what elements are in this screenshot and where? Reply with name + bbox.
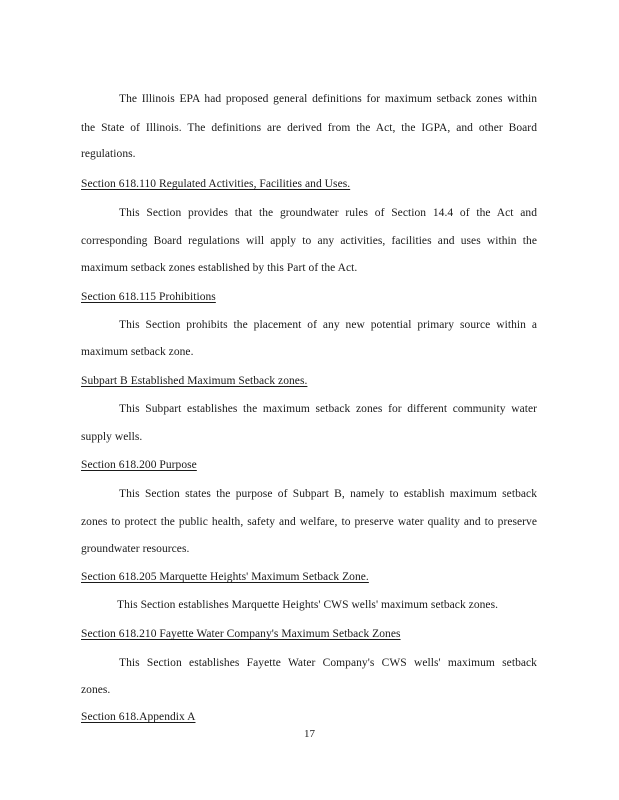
paragraph-line: The Illinois EPA had proposed general definitions for maximum setback zones within [119,93,537,105]
paragraph-line: maximum setback zone. [81,346,194,358]
section-heading-618-205: Section 618.205 Marquette Heights' Maximum Setback Zone. [81,571,369,583]
subpart-heading-b: Subpart B Established Maximum Setback zones. [81,375,308,387]
paragraph-line: zones to protect the public health, safety and welfare, to preserve water quality and to preserve [81,516,537,528]
paragraph-line: This Section provides that the groundwater rules of Section 14.4 of the Act and [119,207,537,219]
paragraph-line: This Subpart establishes the maximum setback zones for different community water [119,403,537,415]
paragraph-line: This Section states the purpose of Subpart B, namely to establish maximum setback [119,488,537,500]
paragraph-line: corresponding Board regulations will apply to any activities, facilities and uses within the [81,235,537,247]
paragraph-line: groundwater resources. [81,543,190,555]
section-heading-618-210: Section 618.210 Fayette Water Company's Maximum Setback Zones [81,628,401,640]
section-heading-618-110: Section 618.110 Regulated Activities, Facilities and Uses. [81,178,351,190]
paragraph-line: maximum setback zones established by this Part of the Act. [81,262,358,274]
paragraph-line: regulations. [81,148,136,160]
section-heading-618-115: Section 618.115 Prohibitions [81,291,216,303]
section-heading-appendix-a: Section 618.Appendix A [81,711,196,723]
paragraph-line: supply wells. [81,431,143,443]
paragraph-line: zones. [81,684,111,696]
page-number: 17 [304,728,315,740]
paragraph-line: This Section prohibits the placement of any new potential primary source within a [119,319,537,331]
paragraph-line: the State of Illinois. The definitions are derived from the Act, the IGPA, and other Board [81,122,537,134]
paragraph-line: This Section establishes Marquette Heights' CWS wells' maximum setback zones. [117,599,499,611]
paragraph-line: This Section establishes Fayette Water Company's CWS wells' maximum setback [119,657,537,669]
section-heading-618-200: Section 618.200 Purpose [81,459,197,471]
